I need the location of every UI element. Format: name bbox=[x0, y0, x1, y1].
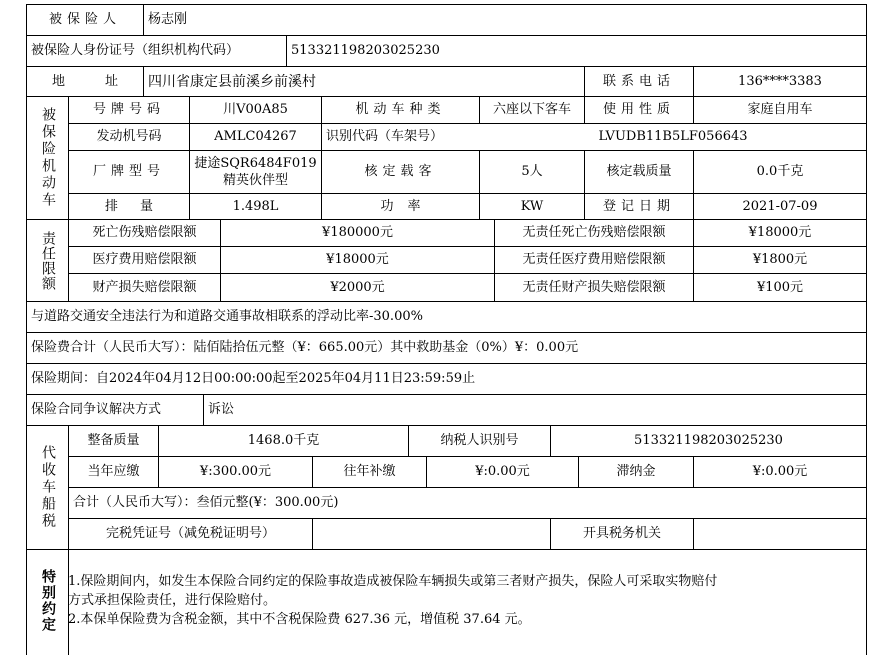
special-section-label: 特别约定 bbox=[40, 569, 56, 633]
vehicle-type-value: 六座以下客车 bbox=[492, 102, 571, 117]
model-value-line2: 精英伙伴型 bbox=[222, 173, 288, 188]
past-tax-label: 往年补缴 bbox=[343, 464, 396, 479]
insured-label: 被保险人 bbox=[48, 12, 121, 27]
register-value: 2021-07-09 bbox=[742, 198, 818, 214]
past-tax-value: ¥:0.00元 bbox=[475, 464, 530, 479]
nofault-medical-value: ¥1800元 bbox=[752, 252, 808, 267]
float-ratio: 与道路交通安全违法行为和道路交通事故相联系的浮动比率-30.00% bbox=[31, 309, 423, 324]
dispute-value: 诉讼 bbox=[208, 402, 235, 417]
liability-death-value: ¥180000元 bbox=[322, 225, 393, 240]
special-term-line-2: 方式承担保险责任，进行保险赔付。 bbox=[68, 593, 277, 608]
usage-value: 家庭自用车 bbox=[747, 102, 813, 117]
taxpayer-value: 513321198203025230 bbox=[634, 433, 783, 448]
nofault-property-label: 无责任财产损失赔偿限额 bbox=[522, 279, 666, 295]
dispute-label: 保险合同争议解决方式 bbox=[31, 402, 162, 417]
tax-office-value bbox=[694, 519, 866, 549]
model-label: 厂牌型号 bbox=[92, 164, 165, 179]
address-label bbox=[27, 67, 143, 96]
insured-name: 杨志刚 bbox=[148, 12, 188, 27]
liability-medical-label: 医疗费用赔偿限额 bbox=[92, 252, 197, 267]
address-value: 四川省康定县前溪乡前溪村 bbox=[148, 73, 316, 90]
current-tax-value: ¥:300.00元 bbox=[199, 464, 272, 479]
vehicle-type-label: 机动车种类 bbox=[355, 102, 446, 117]
load-label: 核定载质量 bbox=[606, 164, 672, 179]
vin-value: LVUDB11B5LF056643 bbox=[598, 129, 748, 144]
liability-section-label: 责任限额 bbox=[40, 230, 56, 291]
insured-id-value: 513321198203025230 bbox=[291, 43, 440, 58]
vehicle-section-label: 被保险机动车 bbox=[40, 107, 56, 209]
current-tax-label: 当年应缴 bbox=[87, 464, 140, 479]
displacement-value: 1.498L bbox=[232, 198, 279, 214]
insurance-period: 保险期间：自2024年04月12日00:00:00起至2025年04月11日23:59:59止 bbox=[31, 371, 476, 386]
power-label: 功率 bbox=[380, 198, 435, 214]
address-label-char-2: 址 bbox=[105, 73, 119, 89]
nofault-property-value: ¥100元 bbox=[756, 279, 804, 295]
vessel-tax-total: 合计（人民币大写）：叁佰元整(¥：300.00元) bbox=[73, 495, 339, 510]
model-value bbox=[190, 151, 321, 193]
seats-value: 5人 bbox=[521, 164, 543, 179]
nofault-death-value: ¥18000元 bbox=[748, 225, 812, 240]
special-term-line-1: 1.保险期间内，如发生本保险合同约定的保险事故造成被保险车辆损失或第三者财产损失，保险人可采取实物赔付 bbox=[68, 574, 718, 589]
curb-weight-value: 1468.0千克 bbox=[247, 433, 320, 448]
load-value: 0.0千克 bbox=[756, 164, 804, 179]
tax-cert-value bbox=[313, 519, 550, 549]
liability-property-value: ¥2000元 bbox=[330, 279, 385, 295]
special-terms bbox=[68, 572, 868, 629]
engine-label: 发动机号码 bbox=[96, 129, 162, 144]
vessel-tax-section-label: 代收车船税 bbox=[40, 445, 56, 530]
seats-label: 核定载客 bbox=[364, 164, 437, 179]
tax-cert-label: 完税凭证号（减免税证明号） bbox=[105, 526, 275, 541]
late-fee-value: ¥:0.00元 bbox=[752, 464, 808, 479]
tax-office-label: 开具税务机关 bbox=[582, 526, 661, 541]
curb-weight-label: 整备质量 bbox=[87, 433, 140, 448]
vin-label: 识别代码（车架号） bbox=[326, 129, 444, 144]
plate-label: 号牌号码 bbox=[92, 102, 165, 117]
displacement-label: 排量 bbox=[104, 198, 175, 214]
nofault-death-label: 无责任死亡伤残赔偿限额 bbox=[522, 225, 666, 240]
usage-label: 使用性质 bbox=[602, 102, 675, 117]
power-value: KW bbox=[520, 198, 544, 214]
address-label-char-1: 地 bbox=[51, 73, 65, 89]
plate-value: 川V00A85 bbox=[223, 102, 288, 117]
register-label: 登记日期 bbox=[602, 198, 675, 214]
insured-id-label: 被保险人身份证号（组织机构代码） bbox=[31, 43, 240, 58]
taxpayer-label: 纳税人识别号 bbox=[440, 433, 519, 448]
engine-value: AMLC04267 bbox=[214, 129, 297, 144]
liability-property-label: 财产损失赔偿限额 bbox=[92, 279, 197, 295]
phone-label: 联系电话 bbox=[602, 73, 675, 89]
special-term-line-3: 2.本保单保险费为含税金额，其中不含税保险费 627.36 元，增值税 37.64 元。 bbox=[68, 612, 531, 627]
liability-medical-value: ¥18000元 bbox=[326, 252, 389, 267]
late-fee-label: 滞纳金 bbox=[616, 464, 656, 479]
model-value-line1: 捷途SQR6484F019 bbox=[194, 156, 317, 171]
liability-death-label: 死亡伤残赔偿限额 bbox=[92, 225, 197, 240]
premium-total: 保险费合计（人民币大写）：陆佰陆拾伍元整（¥：665.00元）其中救助基金（0%）¥：0.00元 bbox=[31, 340, 579, 355]
phone-value: 136****3383 bbox=[738, 73, 822, 89]
nofault-medical-label: 无责任医疗费用赔偿限额 bbox=[522, 252, 666, 267]
